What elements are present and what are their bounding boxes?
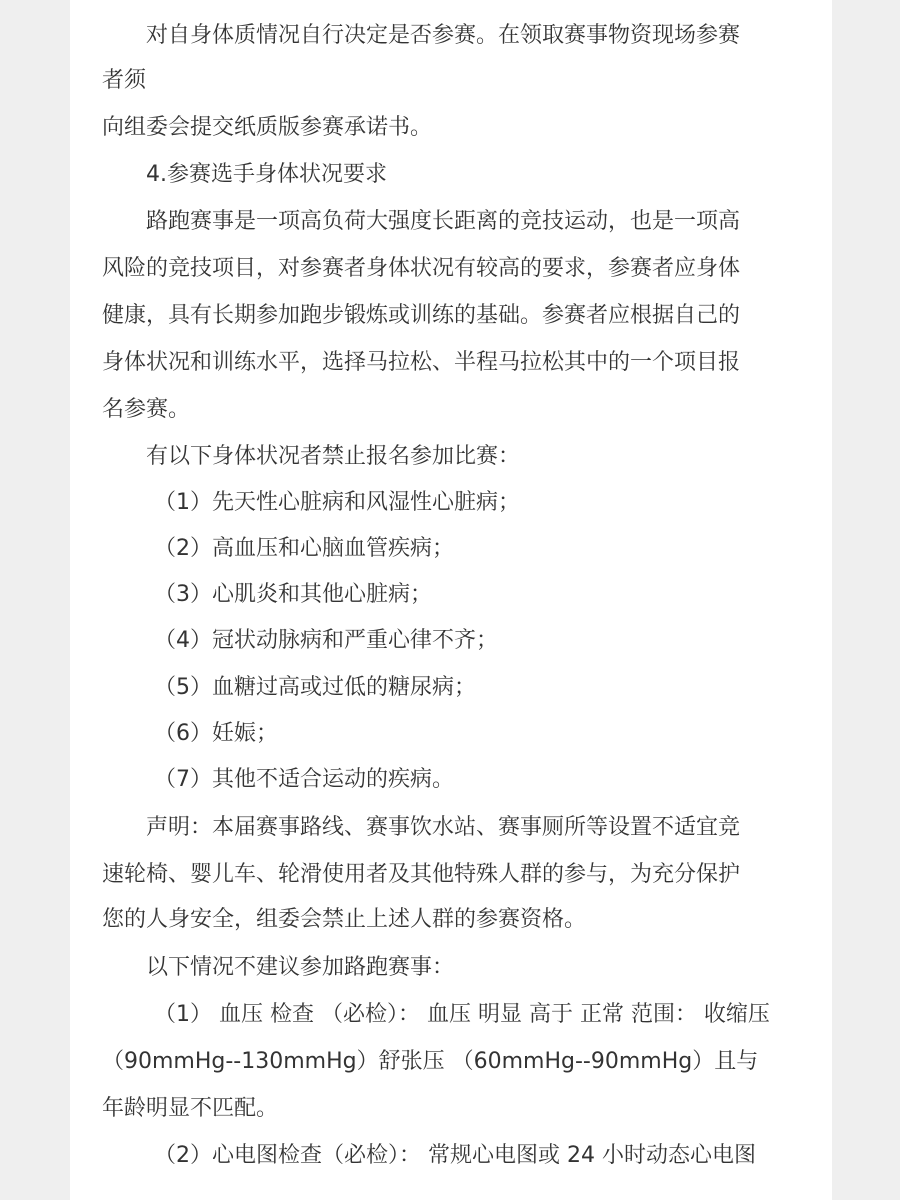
- text-line: 年龄明显不匹配。: [102, 1096, 279, 1121]
- list-item: （2）心电图检查（必检）： 常规心电图或 24 小时动态心电图: [154, 1143, 756, 1168]
- document-page: [70, 0, 832, 1200]
- list-item: （7）其他不适合运动的疾病。: [154, 767, 454, 792]
- text-line: 名参赛。: [102, 397, 191, 422]
- text-line: 身体状况和训练水平，选择马拉松、半程马拉松其中的一个项目报: [102, 350, 741, 375]
- text-line: 风险的竞技项目，对参赛者身体状况有较高的要求，参赛者应身体: [102, 256, 741, 281]
- list-item: （1）先天性心脏病和风湿性心脏病；: [154, 490, 520, 515]
- text-line: 速轮椅、婴儿车、轮滑使用者及其他特殊人群的参与，为充分保护: [102, 862, 741, 887]
- text-line: 以下情况不建议参加路跑赛事：: [146, 955, 455, 980]
- text-line: 路跑赛事是一项高负荷大强度长距离的竞技运动，也是一项高: [146, 209, 741, 234]
- list-item: （1） 血压 检查 （必检）： 血压 明显 高于 正常 范围： 收缩压: [154, 1002, 770, 1027]
- text-line: 您的人身安全，组委会禁止上述人群的参赛资格。: [102, 907, 587, 932]
- text-line: 声明：本届赛事路线、赛事饮水站、赛事厕所等设置不适宜竞: [146, 815, 741, 840]
- list-item: （6）妊娠；: [154, 721, 278, 746]
- text-line: 者须: [102, 68, 147, 93]
- text-line: 有以下身体状况者禁止报名参加比赛：: [146, 444, 521, 469]
- text-line: 健康，具有长期参加跑步锻炼或训练的基础。参赛者应根据自己的: [102, 303, 741, 328]
- list-item: （3）心肌炎和其他心脏病；: [154, 582, 432, 607]
- text-line: 对自身体质情况自行决定是否参赛。在领取赛事物资现场参赛: [146, 23, 741, 48]
- list-item: （2）高血压和心脑血管疾病；: [154, 536, 454, 561]
- text-line: （90mmHg--130mmHg）舒张压 （60mmHg--90mmHg）且与: [102, 1049, 759, 1074]
- text-line: 向组委会提交纸质版参赛承诺书。: [102, 115, 433, 140]
- list-item: （5）血糖过高或过低的糖尿病；: [154, 675, 476, 700]
- section-heading: 4.参赛选手身体状况要求: [146, 162, 387, 187]
- list-item: （4）冠状动脉病和严重心律不齐；: [154, 628, 498, 653]
